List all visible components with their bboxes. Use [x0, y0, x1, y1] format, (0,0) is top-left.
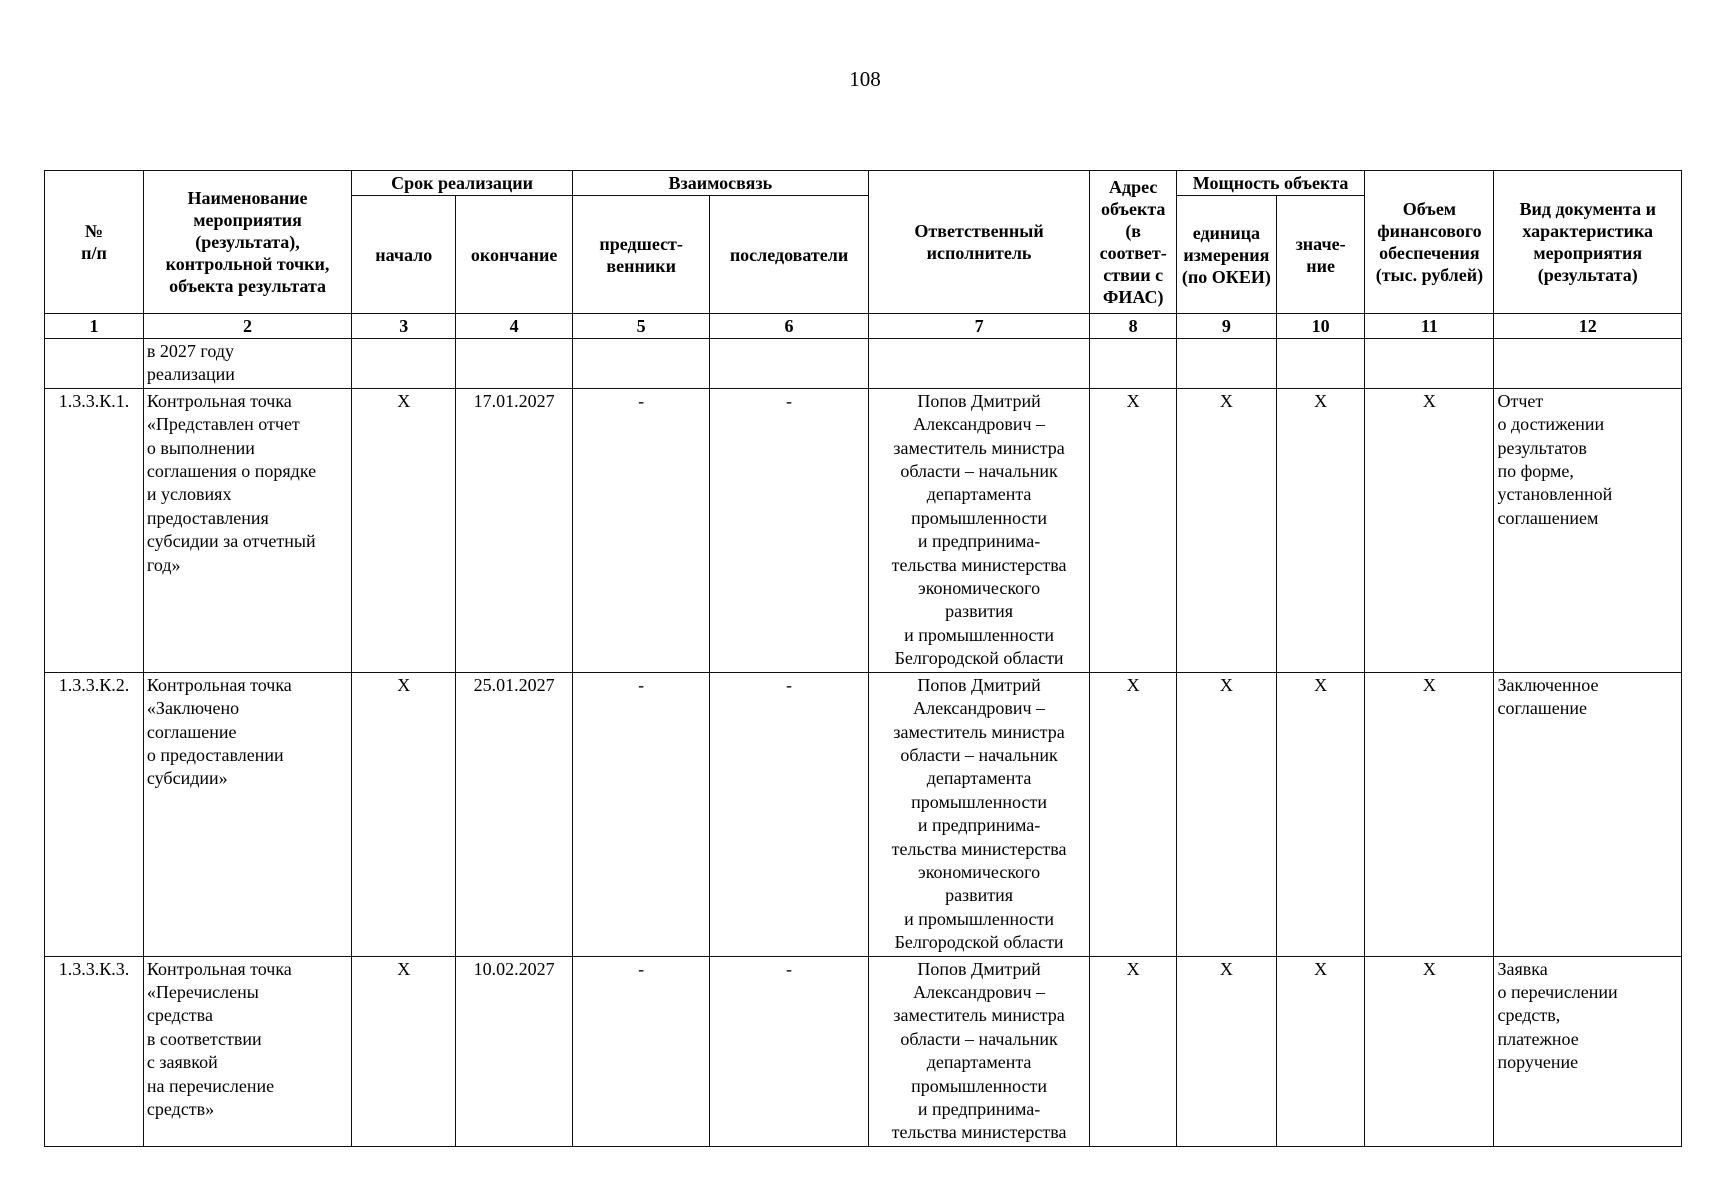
header-doc: Вид документа и характеристика мероприятия (результата)	[1494, 171, 1682, 314]
row-responsible: Попов Дмитрий Александрович – заместитель министра области – начальник департамента промышленности и предпринима- тельства министерства	[868, 956, 1090, 1146]
table-row	[45, 956, 1682, 1146]
header-finance: Объем финансового обеспечения (тыс. рублей)	[1365, 171, 1494, 314]
row-name: Контрольная точка «Представлен отчет о выполнении соглашения о порядке и условиях предоставления субсидии за отчетный год»	[143, 388, 351, 672]
row-document: Заявка о перечислении средств, платежное поручение	[1494, 956, 1682, 1146]
table-row	[45, 672, 1682, 956]
row-responsible: Попов Дмитрий Александрович – заместитель министра области – начальник департамента промышленности и предпринима- тельства министерства экономического развития и промышленности Белгородской области	[868, 672, 1090, 956]
column-number: 5	[572, 314, 709, 339]
row-finance: X	[1365, 956, 1494, 1146]
continuation-row	[45, 339, 1682, 389]
row-finance: X	[1365, 388, 1494, 672]
header-capacity-value: значе- ние	[1276, 196, 1365, 314]
row-successors: -	[710, 388, 868, 672]
column-number: 3	[352, 314, 456, 339]
row-end: 17.01.2027	[456, 388, 573, 672]
table-row	[45, 388, 1682, 672]
column-number: 6	[710, 314, 868, 339]
header-link-pred: предшест- венники	[572, 196, 709, 314]
column-number: 4	[456, 314, 573, 339]
row-unit: X	[1176, 672, 1276, 956]
header-responsible: Ответственный исполнитель	[868, 171, 1090, 314]
row-responsible: Попов Дмитрий Александрович – заместитель министра области – начальник департамента промышленности и предпринима- тельства министерства экономического развития и промышленности Белгородской области	[868, 388, 1090, 672]
column-numbers-row	[45, 314, 1682, 339]
column-number: 7	[868, 314, 1090, 339]
row-start: X	[352, 388, 456, 672]
column-number: 2	[143, 314, 351, 339]
page-number: 108	[849, 67, 881, 91]
header-link: Взаимосвязь	[572, 171, 868, 196]
header-num: № п/п	[45, 171, 144, 314]
row-unit: X	[1176, 388, 1276, 672]
row-finance: X	[1365, 672, 1494, 956]
row-document: Заключенное соглашение	[1494, 672, 1682, 956]
header-term: Срок реализации	[352, 171, 573, 196]
row-number: 1.3.3.К.2.	[45, 672, 144, 956]
header-capacity-unit: единица измерения (по ОКЕИ)	[1176, 196, 1276, 314]
row-start: X	[352, 956, 456, 1146]
header-name: Наименование мероприятия (результата), контрольной точки, объекта результата	[143, 171, 351, 314]
header-link-succ: последователи	[710, 196, 868, 314]
row-address: X	[1090, 672, 1176, 956]
row-end: 10.02.2027	[456, 956, 573, 1146]
row-number: 1.3.3.К.3.	[45, 956, 144, 1146]
row-predecessors: -	[572, 388, 709, 672]
row-name: Контрольная точка «Заключено соглашение о предоставлении субсидии»	[143, 672, 351, 956]
row-address: X	[1090, 388, 1176, 672]
row-document: Отчет о достижении результатов по форме, установленной соглашением	[1494, 388, 1682, 672]
continuation-text: в 2027 году реализации	[143, 339, 351, 389]
row-address: X	[1090, 956, 1176, 1146]
plan-table	[44, 170, 1682, 1147]
column-number: 1	[45, 314, 144, 339]
row-number: 1.3.3.К.1.	[45, 388, 144, 672]
header-capacity: Мощность объекта	[1176, 171, 1364, 196]
row-predecessors: -	[572, 672, 709, 956]
header-term-start: начало	[352, 196, 456, 314]
column-number: 9	[1176, 314, 1276, 339]
row-name: Контрольная точка «Перечислены средства в соответствии с заявкой на перечисление средств»	[143, 956, 351, 1146]
column-number: 10	[1276, 314, 1365, 339]
row-end: 25.01.2027	[456, 672, 573, 956]
header-term-end: окончание	[456, 196, 573, 314]
row-value: X	[1276, 956, 1365, 1146]
row-start: X	[352, 672, 456, 956]
column-number: 12	[1494, 314, 1682, 339]
row-successors: -	[710, 956, 868, 1146]
column-number: 11	[1365, 314, 1494, 339]
row-predecessors: -	[572, 956, 709, 1146]
column-number: 8	[1090, 314, 1176, 339]
header-address: Адрес объекта (в соответ-ствии с ФИАС)	[1090, 171, 1176, 314]
table-header	[45, 171, 1682, 339]
row-value: X	[1276, 388, 1365, 672]
row-successors: -	[710, 672, 868, 956]
row-value: X	[1276, 672, 1365, 956]
row-unit: X	[1176, 956, 1276, 1146]
